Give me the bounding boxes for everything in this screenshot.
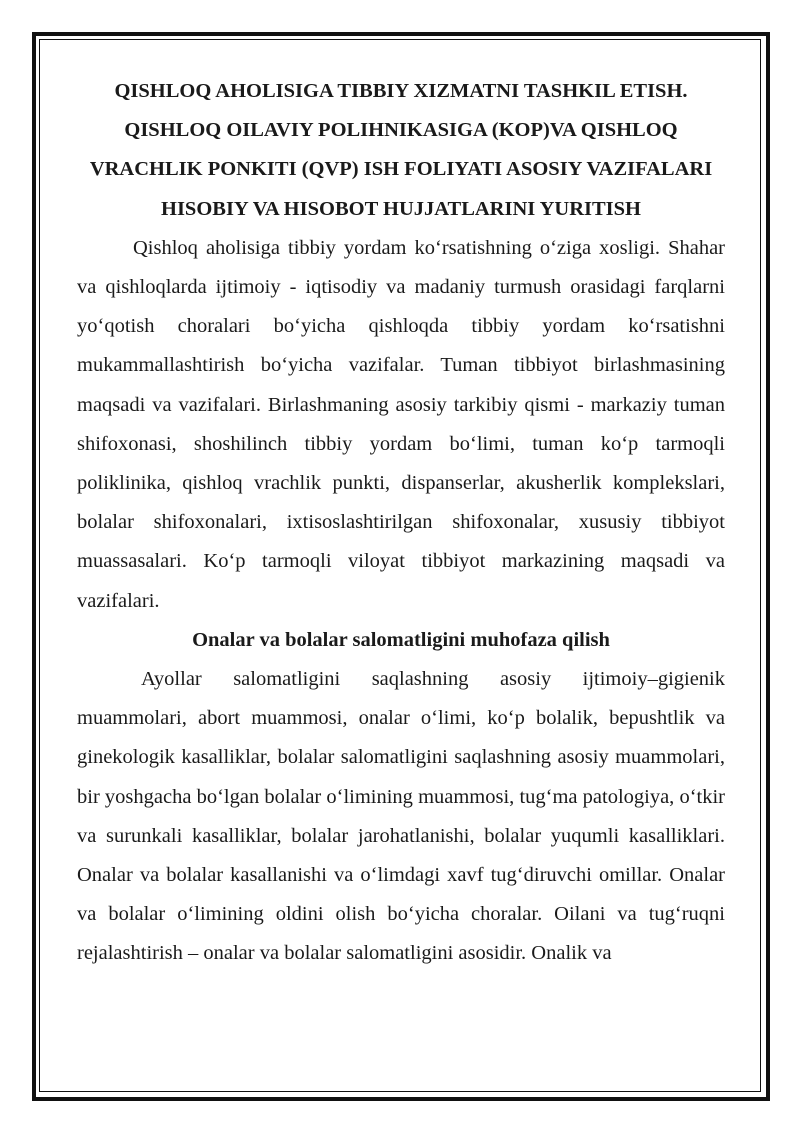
intro-paragraph: Qishloq aholisiga tibbiy yordam koʻrsatishning oʻziga xosligi. Shahar va qishloqlarda ijtimoiy - iqtisodiy va madaniy turmush orasidagi farqlarni yoʻqotish choralari boʻyicha qishloqda tibbiy yordam koʻrsatishni mukammallashtirish boʻyicha vazifalar. Tuman tibbiyot birlashmasining maqsadi va vazifalari. Birlashmaning asosiy tarkibiy qismi - markaziy tuman shifoxonasi, shoshilinch tibbiy yordam boʻlimi, tuman koʻp tarmoqli poliklinika, qishloq vrachlik punkti, dispanserlar, akusherlik komplekslari, bolalar shifoxonalari, ixtisoslashtirilgan shifoxonalar, xususiy tibbiyot muassasalari. Koʻp tarmoqli viloyat tibbiyot markazining maqsadi va vazifalari. xyxy=(77,236,725,612)
section-paragraph: Ayollar salomatligini saqlashning asosiy ijtimoiy–gigienik muammolari, abort muammosi, onalar oʻlimi, koʻp bolalik, bepushtlik va ginekologik kasalliklar, bolalar salomatligini saqlashning asosiy muammolari, bir yoshgacha boʻlgan bolalar oʻlimining muammosi, tugʻma patologiya, oʻtkir va surunkali kasalliklar, bolalar jarohatlanishi, bolalar yuqumli kasalliklari. Onalar va bolalar kasallanishi va oʻlimdagi xavf tugʻdiruvchi omillar. Onalar va bolalar oʻlimining oldini olish boʻyicha choralar. Oilani va tugʻruqni rejalashtirish – onalar va bolalar salomatligini asosidir. Onalik va xyxy=(77,668,725,965)
document-body xyxy=(77,72,725,974)
section-heading: Onalar va bolalar salomatligini muhofaza qilish xyxy=(192,628,610,651)
document-title: QISHLOQ AHOLISIGA TIBBIY XIZMATNI TASHKIL ETISH. QISHLOQ OILAVIY POLIHNIKASIGA (KOP)VA QISHLOQ VRACHLIK PONKITI (QVP) ISH FOLIYATI ASOSIY VAZIFALARI HISOBIY VA HISOBOT HUJJATLARINI YURITISH xyxy=(89,80,713,220)
